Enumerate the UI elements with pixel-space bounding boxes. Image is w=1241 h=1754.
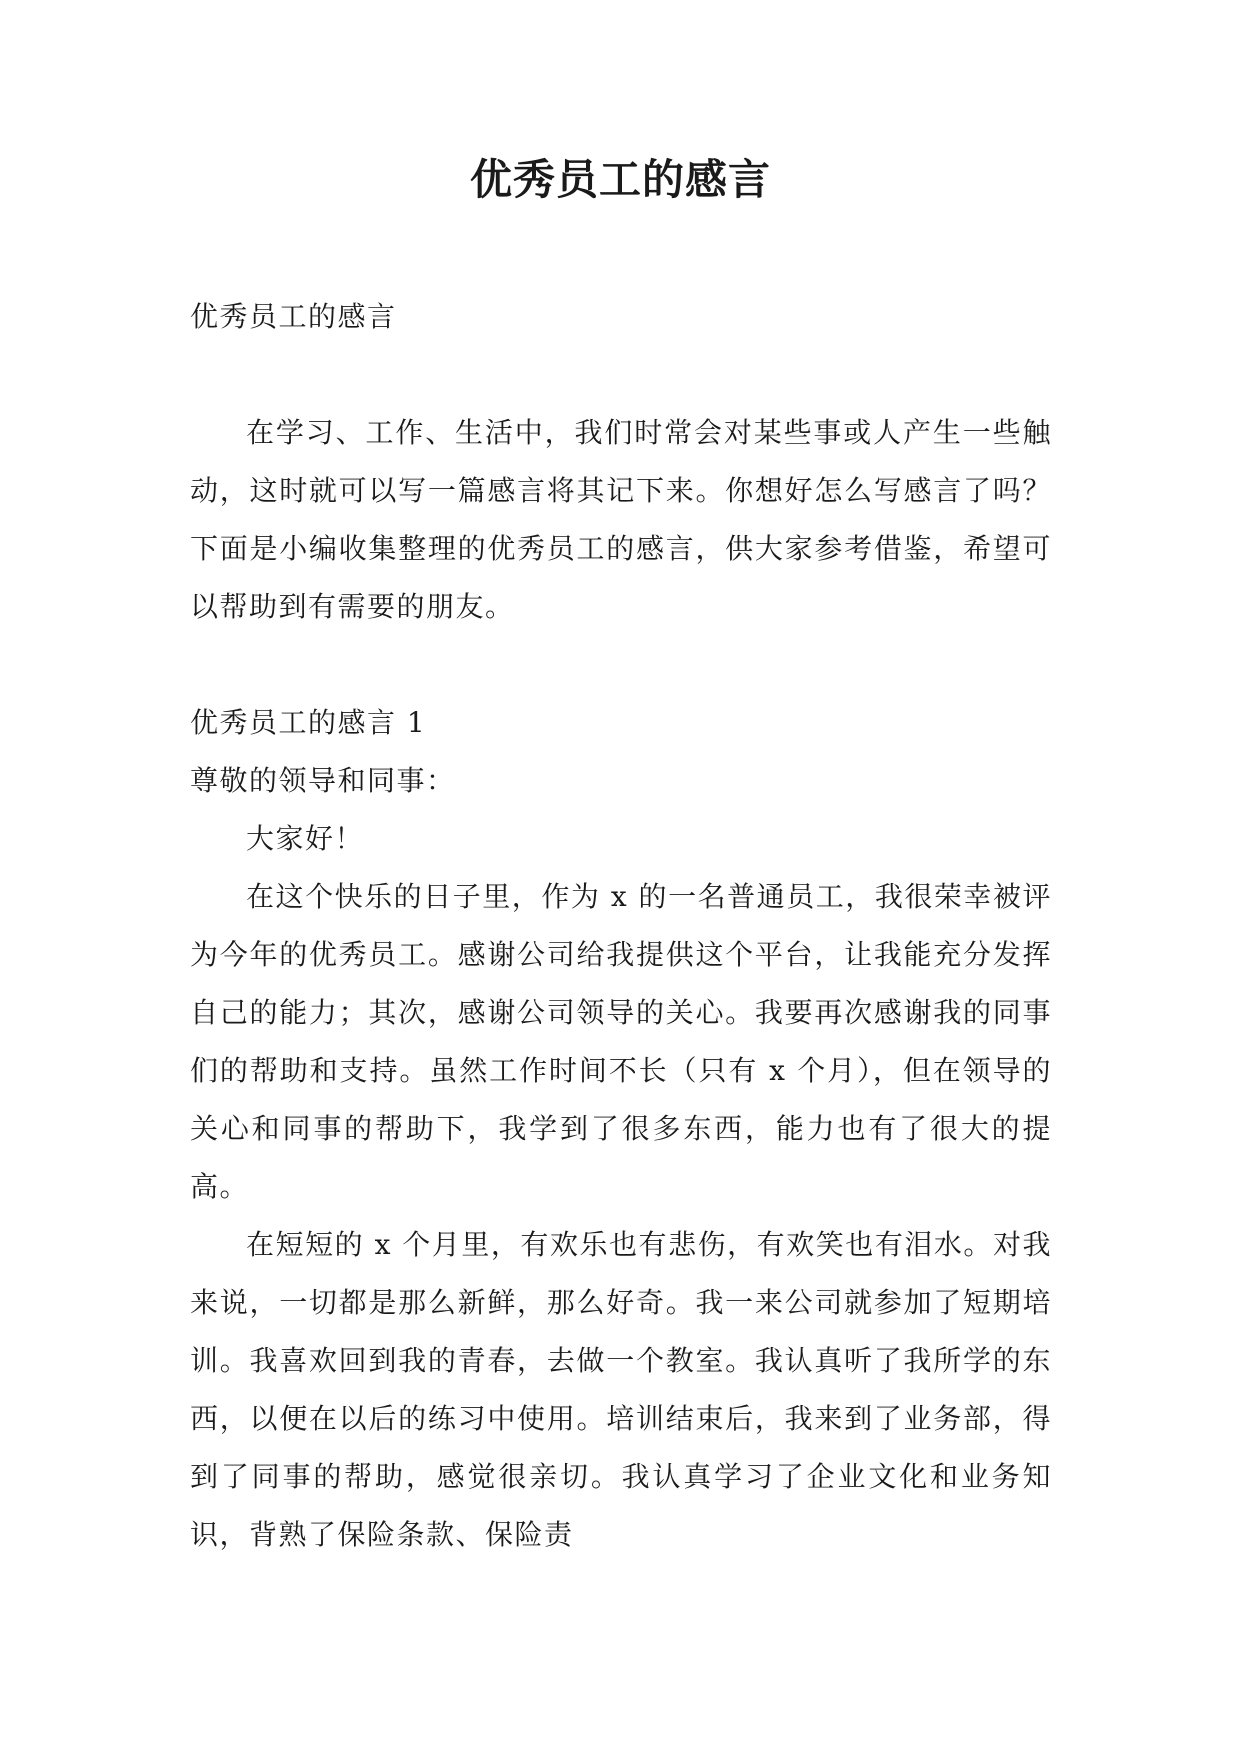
document-subtitle: 优秀员工的感言 xyxy=(190,300,397,333)
greeting: 大家好！ xyxy=(246,822,365,855)
body-paragraph: 在这个快乐的日子里，作为 x 的一名普通员工，我很荣幸被评为今年的优秀员工。感谢公司给我提供这个平台，让我能充分发挥自己的能力；其次，感谢公司领导的关心。我要再次感谢我的同事们的帮助和支持。虽然工作时间不长（只有 x 个月），但在领导的关心和同事的帮助下，我学到了很多东西，能力也有了很大的提高。 xyxy=(190,880,1052,1203)
document-body xyxy=(190,288,1052,1564)
document-title: 优秀员工的感言 xyxy=(469,155,771,204)
intro-paragraph: 在学习、工作、生活中，我们时常会对某些事或人产生一些触动，这时就可以写一篇感言将其记下来。你想好怎么写感言了吗？下面是小编收集整理的优秀员工的感言，供大家参考借鉴，希望可以帮助到有需要的朋友。 xyxy=(190,416,1052,623)
salutation: 尊敬的领导和同事： xyxy=(190,764,456,797)
section-heading: 优秀员工的感言 1 xyxy=(190,706,427,739)
body-paragraph: 在短短的 x 个月里，有欢乐也有悲伤，有欢笑也有泪水。对我来说，一切都是那么新鲜，那么好奇。我一来公司就参加了短期培训。我喜欢回到我的青春，去做一个教室。我认真听了我所学的东西，以便在以后的练习中使用。培训结束后，我来到了业务部，得到了同事的帮助，感觉很亲切。我认真学习了企业文化和业务知识，背熟了保险条款、保险责 xyxy=(190,1228,1052,1551)
